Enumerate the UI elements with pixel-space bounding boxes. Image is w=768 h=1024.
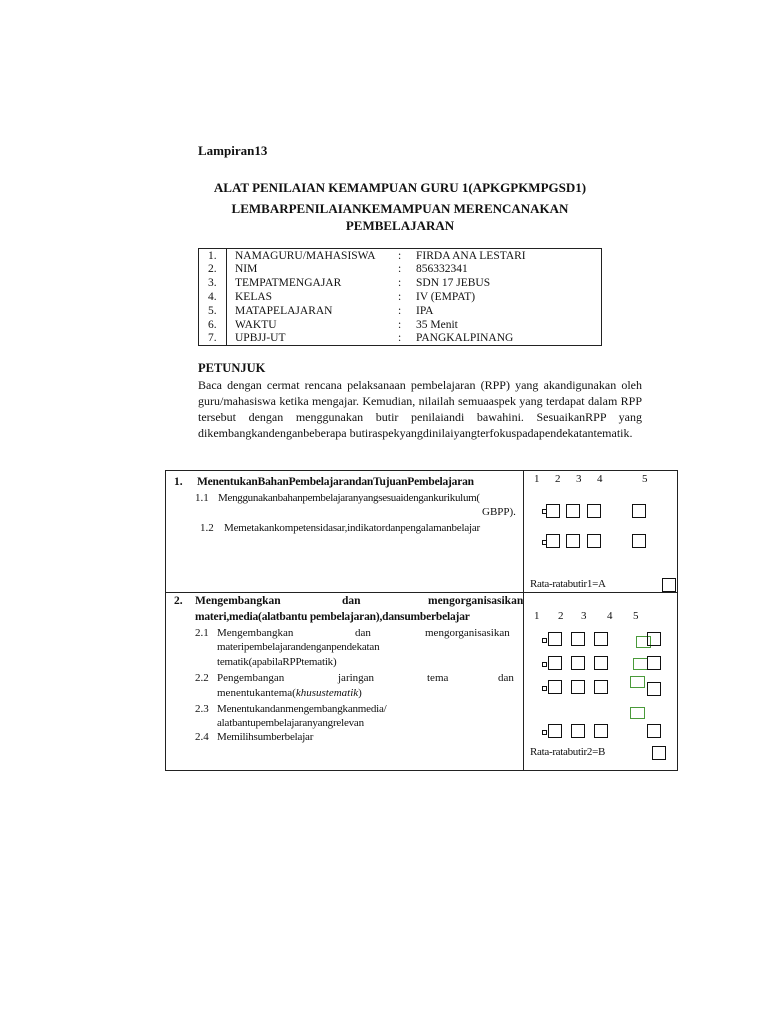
scale-3: 3 [576,473,582,485]
row-number: 1. [208,250,217,262]
scale-1: 1 [534,610,540,622]
item-2-2-word: Pengembangan [217,672,285,684]
row-divider [166,592,677,593]
marked-checkbox[interactable] [633,658,648,670]
item-2-1-word: Mengembangkan [217,627,294,639]
section-1-number: 1. [174,476,183,488]
item-1-2-text: Memetakankompetensidasar,indikatordanpengalamanbelajar [224,522,481,534]
small-checkbox[interactable] [542,638,547,643]
row-colon: : [398,250,402,262]
item-2-3-line-1: Menentukandanmengembangkanmedia/ [217,703,387,715]
score-checkbox[interactable] [587,504,601,518]
subtitle-line-2: PEMBELAJARAN [345,218,455,233]
section-2-title-line-2: materi,media(alatbantu pembelajaran),dansumberbelajar [195,611,470,623]
score-checkbox[interactable] [571,680,585,694]
item-1-1-text: Menggunakanbahanpembelajaranyangsesuaidengankurikulum( [218,492,480,504]
score-checkbox[interactable] [546,504,560,518]
item-2-1-number: 2.1 [195,627,209,639]
score-checkbox[interactable] [594,724,608,738]
score-checkbox[interactable] [548,680,562,694]
row-label: TEMPATMENGAJAR [235,277,342,289]
item-2-2-line-2 [217,687,362,700]
small-checkbox[interactable] [542,662,547,667]
lampiran-label: Lampiran13 [198,143,268,158]
scale-2: 2 [558,610,564,622]
row-label: KELAS [235,291,273,303]
item-2-1-word: mengorganisasikan [425,627,510,639]
marked-checkbox[interactable] [630,676,645,688]
item-2-2-number: 2.2 [195,672,209,684]
score-checkbox[interactable] [647,632,661,646]
score-checkbox[interactable] [647,724,661,738]
identity-divider [226,249,227,345]
score-checkbox[interactable] [632,534,646,548]
small-checkbox[interactable] [542,686,547,691]
row-value: IV (EMPAT) [416,291,476,303]
identity-table [198,248,602,346]
item-2-4-text: Memilihsumberbelajar [217,731,314,743]
item-2-2-word: dan [498,672,514,684]
score-checkbox[interactable] [647,656,661,670]
item-2-2-line-2-a: menentukantema( [217,687,296,699]
item-2-1-line-3: tematik(apabilaRPPtematik) [217,656,337,668]
row-colon: : [398,263,402,275]
scale-5: 5 [642,473,648,485]
row-value: FIRDA ANA LESTARI [416,250,526,262]
average-2-label: Rata-ratabutir2=B [530,746,606,758]
row-number: 4. [208,291,217,303]
item-2-2-word: tema [427,672,449,684]
row-label: NAMAGURU/MAHASISWA [235,250,376,262]
average-2-checkbox[interactable] [652,746,666,760]
row-label: WAKTU [235,319,277,331]
scale-1: 1 [534,473,540,485]
scale-4: 4 [607,610,613,622]
score-checkbox[interactable] [594,656,608,670]
form-title: ALAT PENILAIAN KEMAMPUAN GURU 1(APKGPKMPGSD1) [213,180,587,195]
row-colon: : [398,277,402,289]
scale-5: 5 [633,610,639,622]
item-2-2-line-2-italic: khusustematik [295,687,359,699]
score-checkbox[interactable] [566,504,580,518]
item-2-3-line-2: alatbantupembelajaranyangrelevan [217,717,364,729]
row-number: 2. [208,263,217,275]
score-checkbox[interactable] [632,504,646,518]
row-colon: : [398,319,402,331]
row-number: 5. [208,305,217,317]
item-2-2-line-2-c: ) [358,687,362,699]
row-value: SDN 17 JEBUS [416,277,491,289]
row-value: IPA [416,305,434,317]
item-2-2-word: jaringan [338,672,375,684]
instructions-text: Baca dengan cermat rencana pelaksanaan pembelajaran (RPP) yang akandigunakan oleh guru/mahasiswa ketika mengajar. Kemudian, nilailah semuaaspek yang terdapat dalam RPP tersebut dengan menggunakan butir penilaiandi bawahini. SesuaikanRPP yang dikembangkandenganbeberapa butiraspekyangdinilaiyangterfokuspadapendekatantematik. [198,378,642,440]
score-checkbox[interactable] [594,632,608,646]
score-checkbox[interactable] [571,632,585,646]
small-checkbox[interactable] [542,730,547,735]
section-2-title-word: mengorganisasikan [428,595,524,607]
average-1-checkbox[interactable] [662,578,676,592]
score-checkbox[interactable] [571,656,585,670]
column-divider [523,471,524,770]
row-number: 7. [208,332,217,344]
scale-3: 3 [581,610,587,622]
assessment-table [165,470,678,771]
row-colon: : [398,305,402,317]
row-colon: : [398,332,402,344]
form-subtitle [160,200,640,234]
marked-checkbox[interactable] [630,707,645,719]
row-value: PANGKALPINANG [416,332,514,344]
row-number: 3. [208,277,217,289]
row-value: 35 Menit [416,319,458,331]
score-checkbox[interactable] [548,724,562,738]
score-checkbox[interactable] [594,680,608,694]
row-label: UPBJJ-UT [235,332,286,344]
item-2-3-number: 2.3 [195,703,209,715]
score-checkbox[interactable] [571,724,585,738]
row-label: NIM [235,263,258,275]
section-2-number: 2. [174,595,183,607]
average-1-label: Rata-ratabutir1=A [530,578,606,590]
subtitle-line-1: LEMBARPENILAIANKEMAMPUAN MERENCANAKAN [231,201,569,216]
instructions-heading: PETUNJUK [198,361,266,375]
row-colon: : [398,291,402,303]
item-2-1-word: dan [355,627,371,639]
item-1-1-number: 1.1 [195,492,209,504]
scale-4: 4 [597,473,603,485]
score-checkbox[interactable] [548,656,562,670]
section-2-title-word: Mengembangkan [195,595,281,607]
scale-2: 2 [555,473,561,485]
score-checkbox[interactable] [546,534,560,548]
score-checkbox[interactable] [566,534,580,548]
row-value: 856332341 [416,263,468,275]
score-checkbox[interactable] [647,682,661,696]
section-1-title: MenentukanBahanPembelajarandanTujuanPembelajaran [197,476,474,488]
row-number: 6. [208,319,217,331]
score-checkbox[interactable] [587,534,601,548]
item-1-2-number: 1.2 [200,522,214,534]
score-checkbox[interactable] [548,632,562,646]
section-2-title-word: dan [342,595,361,607]
row-label: MATAPELAJARAN [235,305,333,317]
item-2-1-line-2: materipembelajarandenganpendekatan [217,641,380,653]
item-1-1-text-cont: GBPP). [482,506,516,518]
item-2-4-number: 2.4 [195,731,209,743]
